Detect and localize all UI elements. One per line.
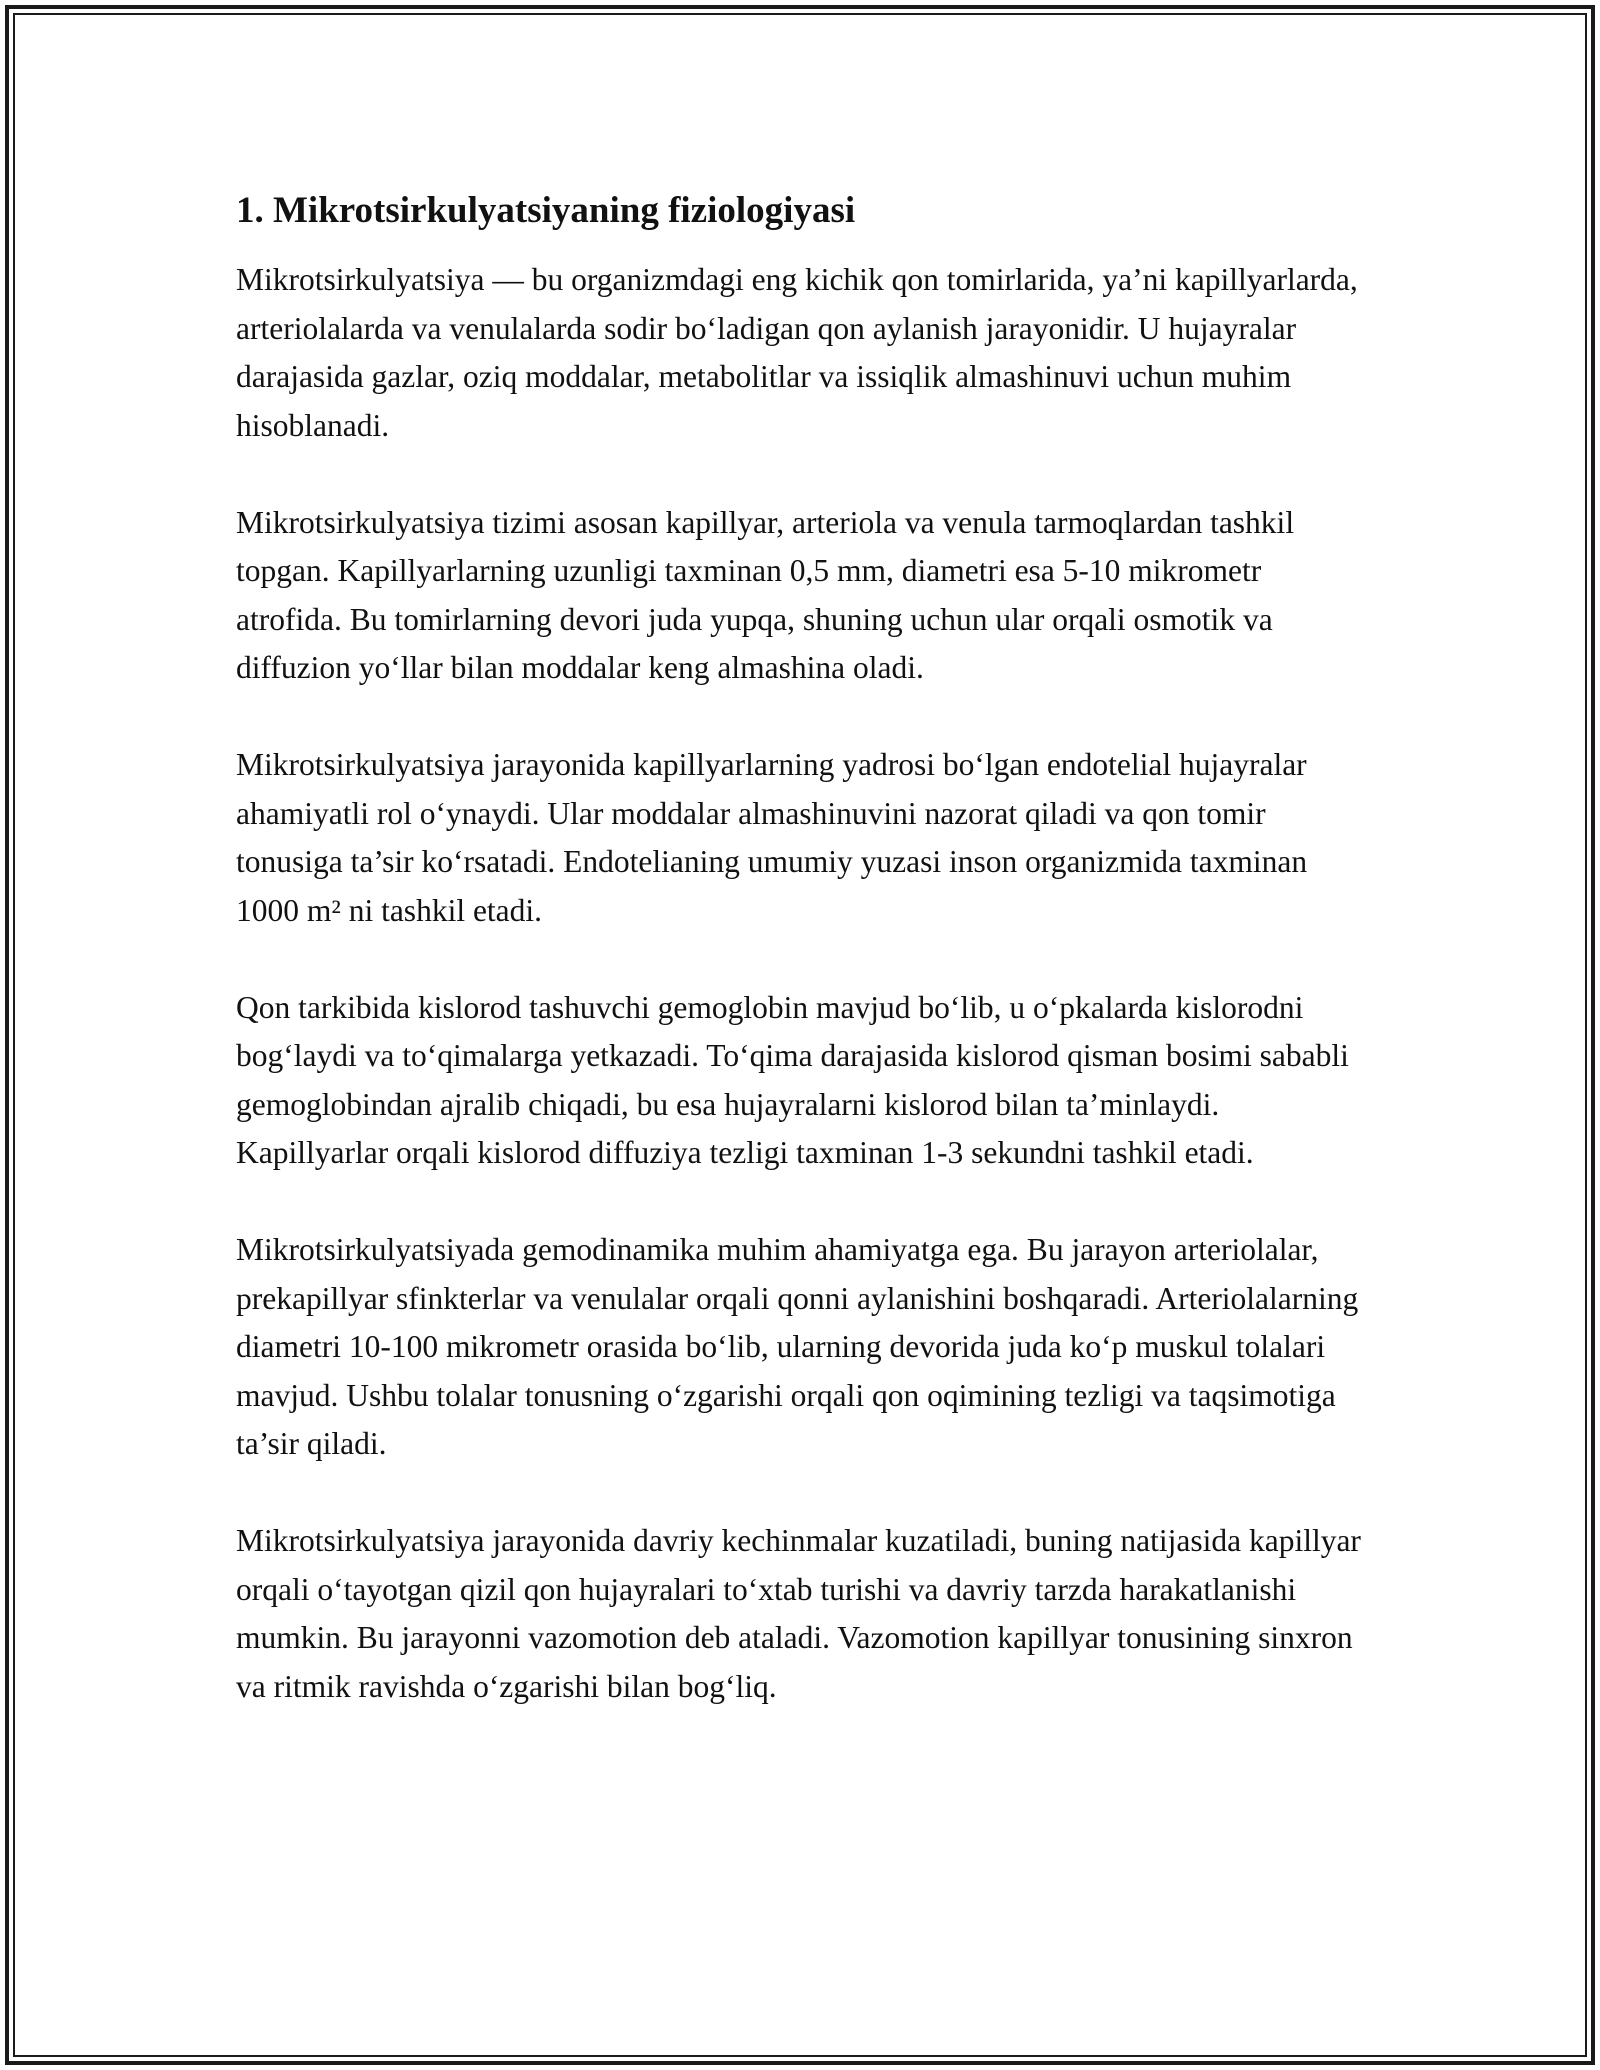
section-title: 1. Mikrotsirkulyatsiyaning fiziologiyasi (236, 190, 856, 231)
document-body (236, 186, 1366, 1760)
paragraph-oxygen-transport: Qon tarkibida kislorod tashuvchi gemoglobin mavjud bo‘lib, u o‘pkalarda kislorodni bog‘laydi va to‘qimalarga yetkazadi. To‘qima darajasida kislorod qisman bosimi sababli gemoglobindan ajralib chiqadi, bu esa hujayralarni kislorod bilan ta’minlaydi. Kapillyarlar orqali kislorod diffuziya tezligi taxminan 1-3 sekundni tashkil etadi. (236, 989, 1349, 1170)
paragraph-hemodynamics: Mikrotsirkulyatsiyada gemodinamika muhim ahamiyatga ega. Bu jarayon arteriolalar, prekapillyar sfinkterlar va venulalar orqali qonni aylanishini boshqaradi. Arteriolalarning diametri 10-100 mikrometr orasida bo‘lib, ularning devorida juda ko‘p muskul tolalari mavjud. Ushbu tolalar tonusning o‘zgarishi orqali qon oqimining tezligi va taqsimotiga ta’sir qiladi. (236, 1232, 1359, 1461)
paragraph-definition: Mikrotsirkulyatsiya — bu organizmdagi eng kichik qon tomirlarida, ya’ni kapillyarlarda, arteriolalarda va venulalarda sodir bo‘ladigan qon aylanish jarayonidir. U hujayralar darajasida gazlar, oziq moddalar, metabolitlar va issiqlik almashinuvi uchun muhim hisoblanadi. (236, 262, 1358, 443)
paragraph-endothelium: Mikrotsirkulyatsiya jarayonida kapillyarlarning yadrosi bo‘lgan endotelial hujayralar ahamiyatli rol o‘ynaydi. Ular moddalar almashinuvini nazorat qiladi va qon tomir tonusiga ta’sir ko‘rsatadi. Endotelianing umumiy yuzasi inson organizmida taxminan 1000 m² ni tashkil etadi. (236, 747, 1308, 928)
paragraph-structure: Mikrotsirkulyatsiya tizimi asosan kapillyar, arteriola va venula tarmoqlardan tashkil topgan. Kapillyarlarning uzunligi taxminan 0,5 mm, diametri esa 5-10 mikrometr atrofida. Bu tomirlarning devori juda yupqa, shuning uchun ular orqali osmotik va diffuzion yo‘llar bilan moddalar keng almashina oladi. (236, 504, 1295, 685)
paragraph-vasomotion: Mikrotsirkulyatsiya jarayonida davriy kechinmalar kuzatiladi, buning natijasida kapillyar orqali o‘tayotgan qizil qon hujayralari to‘xtab turishi va davriy tarzda harakatlanishi mumkin. Bu jarayonni vazomotion deb ataladi. Vazomotion kapillyar tonusining sinxron va ritmik ravishda o‘zgarishi bilan bog‘liq. (236, 1523, 1361, 1704)
